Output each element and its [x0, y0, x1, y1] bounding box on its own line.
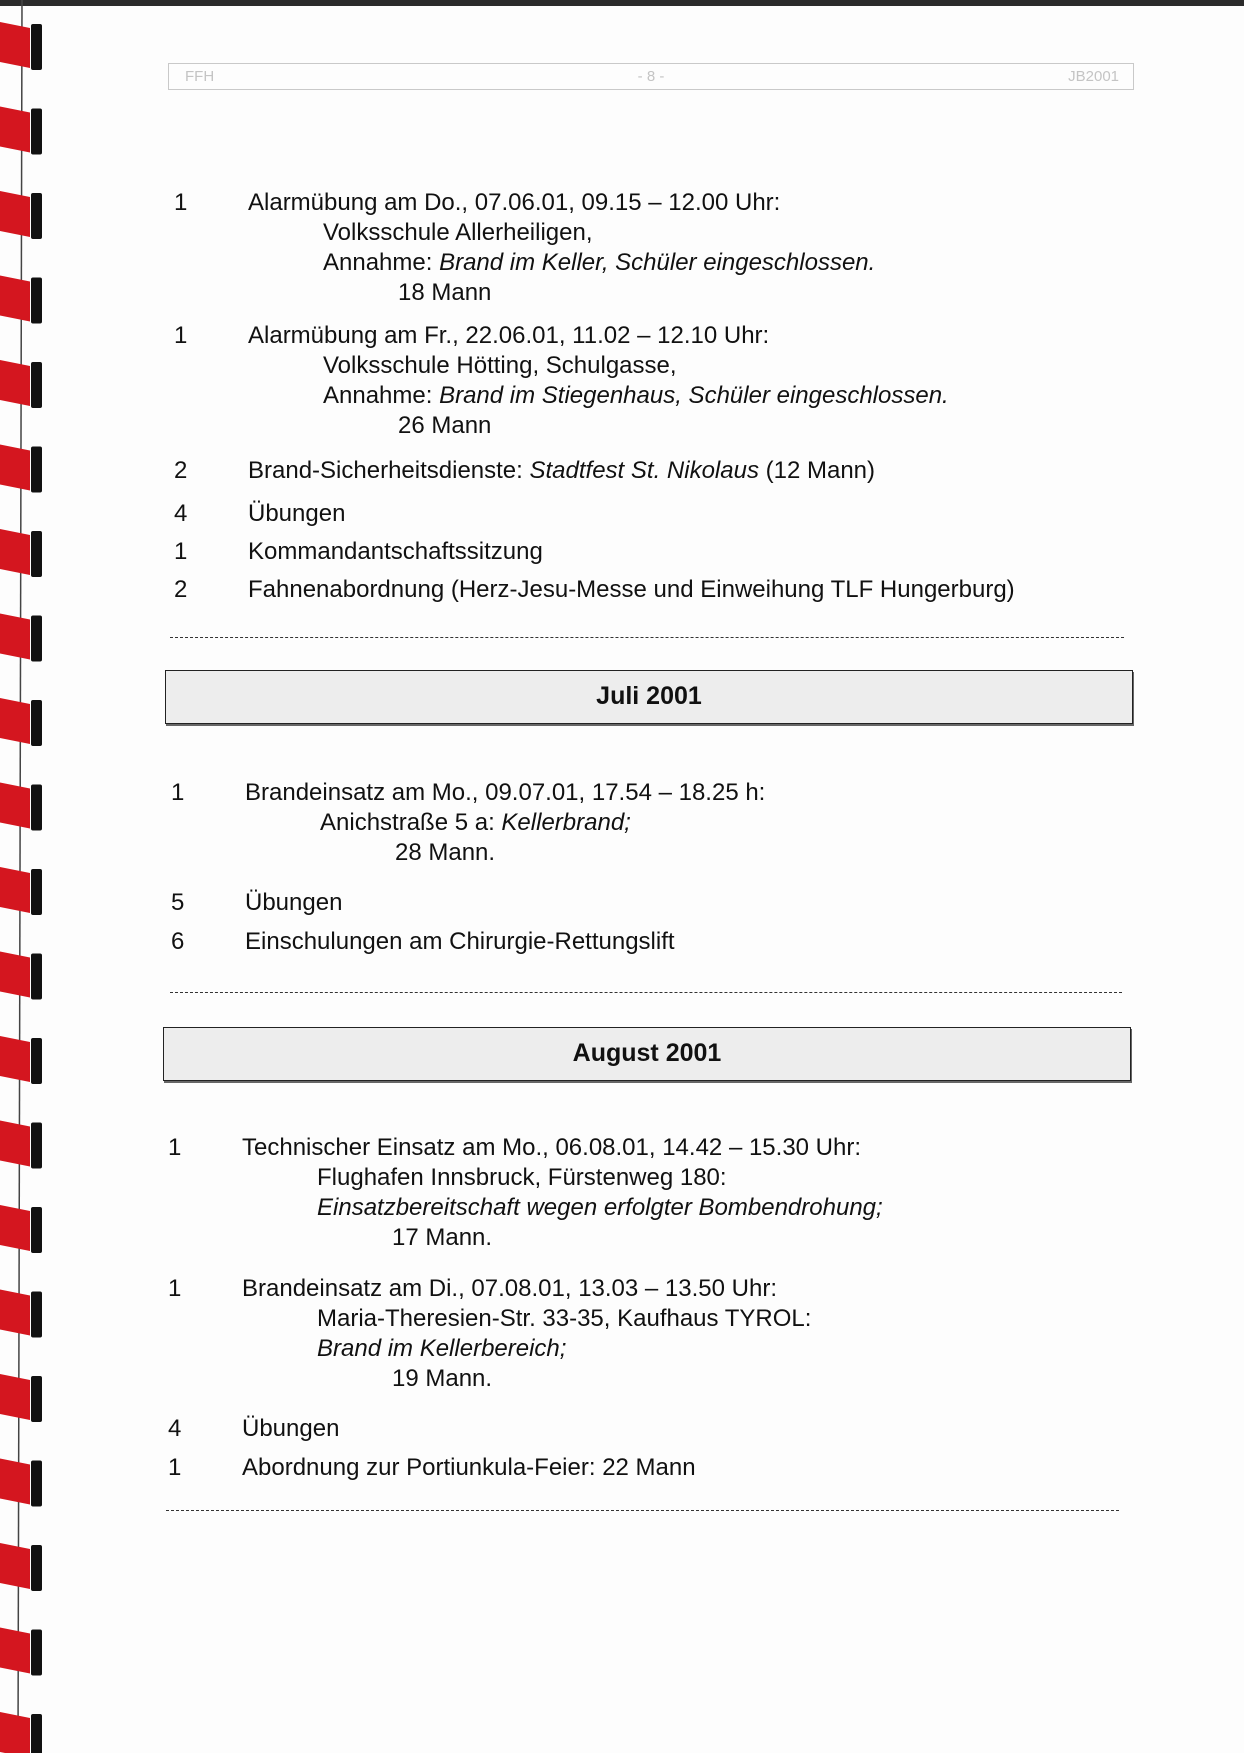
entry-title: Abordnung zur Portiunkula-Feier: 22 Mann: [242, 1454, 696, 1481]
event-name: Stadtfest St. Nikolaus: [529, 457, 759, 484]
place-address: Anichstraße 5 a:: [320, 809, 495, 836]
entry-count: 2: [174, 576, 188, 603]
entry-count: 1: [168, 1454, 182, 1481]
entry-title: Übungen: [248, 500, 346, 527]
entry-title: [248, 455, 875, 486]
binding-loop: [0, 1205, 42, 1253]
binding-loop: [0, 191, 42, 239]
section-divider: [170, 992, 1122, 993]
section-divider: [166, 1510, 1119, 1511]
entry-count: 5: [171, 889, 185, 916]
entry-count: 1: [171, 779, 185, 806]
binding-loop: [0, 1374, 42, 1422]
entry-count: 1: [174, 322, 188, 349]
binding-loop: [0, 1121, 42, 1169]
section-divider: [170, 637, 1124, 638]
binding-loop: [0, 22, 42, 70]
binding-loop: [0, 1036, 42, 1084]
entry-count: 4: [168, 1415, 182, 1442]
entry-count: 2: [174, 457, 188, 484]
entry-crew: 26 Mann: [398, 412, 492, 439]
entry-place: [320, 807, 631, 838]
binding-loop: [0, 107, 42, 155]
entry-place: Maria-Theresien-Str. 33-35, Kaufhaus TYROL:: [317, 1305, 812, 1332]
title-suffix: (12 Mann): [765, 457, 876, 484]
entry-crew: 17 Mann.: [392, 1224, 493, 1251]
month-heading-august: August 2001: [163, 1027, 1131, 1081]
assumption-label: Annahme:: [323, 382, 433, 409]
entry-place: Volksschule Hötting, Schulgasse,: [323, 352, 677, 379]
entry-place: Flughafen Innsbruck, Fürstenweg 180:: [317, 1164, 727, 1191]
entry-count: 1: [174, 189, 188, 216]
assumption-text: Brand im Keller, Schüler eingeschlossen.: [439, 249, 876, 276]
entry-title: Kommandantschaftssitzung: [248, 538, 543, 565]
header-org: FFH: [185, 68, 215, 85]
binding-loop: [0, 698, 42, 746]
month-heading-juli: Juli 2001: [165, 670, 1133, 724]
entry-reason: Brand im Kellerbereich;: [317, 1335, 567, 1362]
binding-loop: [0, 952, 42, 1000]
entry-count: 4: [174, 500, 188, 527]
entry-crew: 28 Mann.: [395, 839, 496, 866]
binding-loop: [0, 1459, 42, 1507]
header-doc-id: JB2001: [1068, 68, 1119, 85]
binding-loop: [0, 1628, 42, 1676]
binding-loop: [0, 1543, 42, 1591]
spiral-binding: [0, 0, 50, 1753]
entry-count: 1: [174, 538, 188, 565]
entry-title: Übungen: [242, 1415, 340, 1442]
binding-loop: [0, 360, 42, 408]
entry-title: Alarmübung am Do., 07.06.01, 09.15 – 12.00 Uhr:: [248, 189, 781, 216]
binding-loop: [0, 276, 42, 324]
binding-loop: [0, 1290, 42, 1338]
binding-loop: [0, 783, 42, 831]
scan-top-edge: [0, 0, 1244, 6]
entry-title: Brandeinsatz am Di., 07.08.01, 13.03 – 13.50 Uhr:: [242, 1275, 777, 1302]
entry-assumption: [323, 380, 949, 411]
entry-count: 6: [171, 928, 185, 955]
binding-loop: [0, 867, 42, 915]
page-header: [168, 63, 1134, 90]
assumption-text: Brand im Stiegenhaus, Schüler eingeschlossen.: [439, 382, 949, 409]
entry-title: Technischer Einsatz am Mo., 06.08.01, 14.42 – 15.30 Uhr:: [242, 1134, 862, 1161]
binding-loop: [0, 1712, 42, 1753]
entry-title: Brandeinsatz am Mo., 09.07.01, 17.54 – 18.25 h:: [245, 779, 766, 806]
incident-type: Kellerbrand;: [501, 809, 631, 836]
entry-crew: 18 Mann: [398, 279, 492, 306]
entry-place: Volksschule Allerheiligen,: [323, 219, 593, 246]
title-prefix: Brand-Sicherheitsdienste:: [248, 457, 523, 484]
entry-assumption: [323, 247, 875, 278]
entry-count: 1: [168, 1134, 182, 1161]
entry-count: 1: [168, 1275, 182, 1302]
binding-loop: [0, 614, 42, 662]
assumption-label: Annahme:: [323, 249, 433, 276]
binding-loop: [0, 529, 42, 577]
header-page-number: - 8 -: [637, 68, 665, 85]
entry-title: Übungen: [245, 889, 343, 916]
entry-reason: Einsatzbereitschaft wegen erfolgter Bombendrohung;: [317, 1194, 883, 1221]
entry-title: Alarmübung am Fr., 22.06.01, 11.02 – 12.10 Uhr:: [248, 322, 770, 349]
binding-loop: [0, 445, 42, 493]
entry-title: Fahnenabordnung (Herz-Jesu-Messe und Einweihung TLF Hungerburg): [248, 576, 1015, 603]
entry-crew: 19 Mann.: [392, 1365, 493, 1392]
entry-title: Einschulungen am Chirurgie-Rettungslift: [245, 928, 675, 955]
